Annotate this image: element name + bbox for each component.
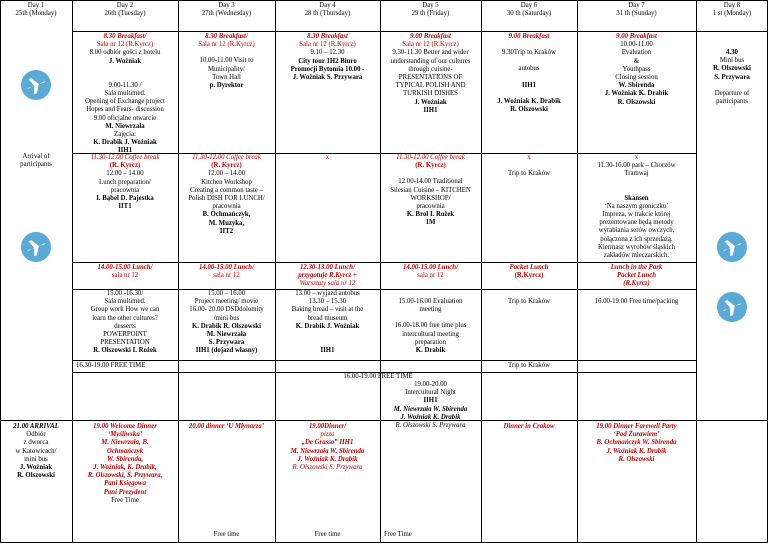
intercultural-night: 19.00-20.00 Intercultural Night IIH1 M. Niewrzała W. Sbirenda J. Woźniak K. Drabik R. Olszowski S. Przywara <box>393 381 468 430</box>
free-time-day5: Free Time <box>384 531 412 538</box>
midday-day6: x Trip to Kraków <box>507 154 551 178</box>
grid-line <box>0 0 768 1</box>
arrival-note: Arrival of participants <box>20 153 52 169</box>
airplane-icon <box>717 232 747 262</box>
day-header: Day 6 30 th (Saturday) <box>506 2 552 18</box>
morning-day8: 4.30 Mini bus R. Olszowski S. Przywara Departure of participants <box>713 49 751 106</box>
grid-line <box>72 360 696 361</box>
day-header: Day 5 29 th (Friday) <box>411 2 450 18</box>
free-time-day2-3: 16.30-19.00 FREE TIME <box>76 362 146 369</box>
free-time-day4-5: 16.00-19.00 FREE TIME <box>343 373 413 380</box>
day-header: Day 4 28 th (Thursday) <box>304 2 351 18</box>
afternoon-day7: 16.00-19.00 Free time/packing <box>594 298 679 305</box>
afternoon-day5: 15.00-16.00 Evaluation meeting 16.00-18.00 free time plus intercultural meeting preparation K. Drabik <box>394 298 467 355</box>
free-time-day4: Free time <box>314 531 341 538</box>
midday-day3: 11.30-12.00 Coffee break (R. Kyrcz) 12.00 – 14.00 Kitchen Workshop Creating a common taste – Polish DISH FOR LUNCH/ pracownia B. Ochmańczyk, M. Muzyka, IIT2 <box>188 154 265 235</box>
dinner-day1: 21.00 ARRIVAL Odbiór z dworca w Katowicach/ mini bus J. Woźniak R. Olszowski <box>13 423 59 480</box>
day-header: Day 7 31 th (Sunday) <box>616 2 657 18</box>
midday-day2: 11.30-12.00 Coffee break (R. Kyrcz) 12.00 – 14.00 Lunch preparation/ pracownia I. Bąbel D. Pajestka IIT1 <box>90 154 160 211</box>
lunch-day4: 12.30-13.00 Lunch/ przygotuje R.Kyrcz + Warsztaty sala nr 12 <box>298 264 357 288</box>
morning-day7: 9.00 Breakfast 10.00-11.00 Evaluation & Youthpass Closing session W. Sbirenda J. Woźniak K. Drabik R. Olszowski <box>604 33 669 106</box>
morning-day3: 8.30 Breakfast/ Sala nr 12 (R.Kyrcz) 10.00-11.00 Visit to Municipality/ Town Hall p. Dyrektor <box>198 33 255 90</box>
afternoon-day2: 15.00 -16.30/ Sala multimed. Group work How we can learn the other cultures? desserts POWERPOINT PRESENTATION R. Olszowski I. Rożek <box>90 290 160 355</box>
airplane-icon <box>21 70 51 100</box>
afternoon-day4: 13.00 – wyjazd autobus 13.30 – 15.30 Baking bread – visit at the bread museum K. Drabik J. Woźniak IIH1 <box>291 290 364 355</box>
airplane-icon <box>717 292 747 322</box>
lunch-day6: Packet Lunch (R.Kyrcz) <box>509 264 549 280</box>
day-header: Day 1 25th (Monday) <box>15 2 57 18</box>
dinner-day6: Dinner in Crakow <box>503 423 555 430</box>
lunch-day5: 14.00-15.00 Lunch/ sala nr 12 <box>403 264 458 280</box>
lunch-day7: Lunch in the Park Packet Lunch (R.Kyrcz) <box>610 264 663 288</box>
midday-day7: x 11.30-16.00 park – Chorzów Tramwaj Skansen ‘Na naszym groniczku’ Impreza, w trakcie której prezentowane będą metody wyrabiania serów owczych, połączona z ich sprzedażą. Kiermasz wyrobów śląskich zakładów mleczarskich. <box>597 154 676 260</box>
free-time-day3: Free time <box>213 531 240 538</box>
morning-day2: 8.30 Breakfast/ Sala nr 12 (R.Kyrcz) 8.00 odbiór gości z hotelu J. Woźniak 9.00-11.30 / Sala multimed. Opening of Exchange project Hopes and Fears- discussion 9.00 oficjalne otwarcie M. Niewrzała Zajęcia: K. Drabik J. Woźniak IIH1 <box>85 33 165 155</box>
dinner-day7: 19.00 Dinner Farewell Party ‘Pod Żurawiem’ B. Ochmańczyk W. Sbirenda J. Woźniak K. Drabik R. Olszowski <box>596 423 677 463</box>
late-day6: Trip to Kraków <box>507 362 551 369</box>
midday-day5: 11.30-12.00 Coffee break (R. Kyrcz) 12.00-14.00 Traditional Silesian Cuisine – KITCHEN WORKSHOP/ pracownia K. Brol I. Rożek 1M <box>390 154 471 227</box>
morning-day4: 8.30 Breakfast Sala nr 12 (R.Kyrcz) 9.10 – 12.30 City tour 1H2 Biuro Promocji Bytomia 10.00 - J. Woźniak S. Przywara <box>290 33 365 82</box>
morning-day6: 9.00 Breakfast 9.30Trip to Kraków autobus IIH1 J. Woźniak K. Drabik R. Olszowski <box>497 33 561 114</box>
grid-line <box>72 31 768 32</box>
day-header: Day 8 1 st (Monday) <box>712 2 752 18</box>
dinner-day4: 19.00Dinner/ pizza „De Grasso” IIH1 M. Niewrzała W. Sbirenda J. Woźniak K. Drabik R. Olszowski S. Przywara <box>290 423 365 472</box>
airplane-icon <box>21 232 51 262</box>
day-header: Day 3 27th (Wednesday) <box>201 2 252 18</box>
grid-line <box>72 262 696 263</box>
dinner-day3: 20.00 dinner ‘U Młynarza’ <box>188 423 265 430</box>
morning-day5: 9.00 Breakfast Sala nr 12 (R.Kyrcz) 9.30-11.30 Better and wider understanding of our cultures through cuisine- PRESENTATIONS OF TYPICAL POLISH AND TURKISH DISHES J. Woźniak IIH1 <box>390 33 471 114</box>
midday-day4: x <box>325 154 330 161</box>
lunch-day2: 14.00-15.00 Lunch/ sala nr 12 <box>97 264 153 280</box>
afternoon-day6: Trip to Kraków <box>507 298 551 305</box>
afternoon-day3: 15.00 – 16.00 Project meeting/ movie 16.00- 20.00 DSDdolomity /mini bus K. Drabik R. Olszowski M. Niewrzała S. Przywara IIH1 (dojazd własny) <box>189 290 264 355</box>
dinner-day2: 19.00 Welcome Dinner ‘Myśliwska’ M. Niewrzała, B. Ochmańczyk W. Sbirenda, J. Woźniak, K. Drabik, R. Olszowski, S. Przywara, Pani Księgowa Pani Prezydent Free Time <box>87 423 163 504</box>
lunch-day3: 14.00-15.00 Lunch/ sala nr 12 <box>199 264 254 280</box>
day-header: Day 2 26th (Tuesday) <box>104 2 146 18</box>
